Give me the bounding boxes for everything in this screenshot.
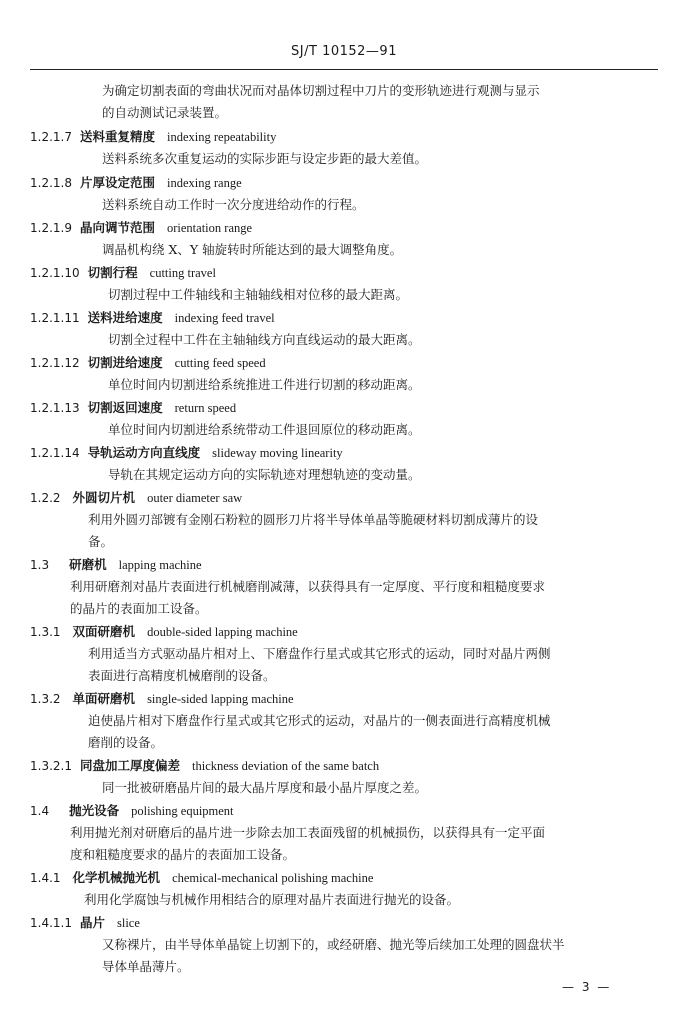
term-english: cutting travel — [149, 266, 216, 280]
term-english: cutting feed speed — [174, 356, 266, 370]
term-chinese: 同盘加工厚度偏差 — [79, 758, 180, 773]
term-english: single-sided lapping machine — [147, 692, 294, 706]
clause-number: 1.2.1.8 — [30, 176, 72, 190]
term-entry — [30, 755, 379, 777]
definition-text: 利用化学腐蚀与机械作用相结合的原理对晶片表面进行抛光的设备。 — [84, 892, 460, 907]
term-chinese: 切割进给速度 — [87, 355, 163, 370]
term-chinese: 切割返回速度 — [87, 400, 163, 415]
term-english: outer diameter saw — [147, 491, 243, 505]
clause-number: 1.4 — [30, 804, 50, 818]
term-english: chemical-mechanical polishing machine — [172, 871, 374, 885]
term-english: orientation range — [167, 221, 253, 235]
term-entry — [30, 442, 343, 464]
term-english: polishing equipment — [131, 804, 234, 818]
definition-text: 调晶机构绕 X、Y 轴旋转时所能达到的最大调整角度。 — [102, 242, 403, 257]
clause-number: 1.2.1.14 — [30, 446, 80, 460]
definition-text: 的自动测试记录装置。 — [102, 105, 228, 120]
definition-text: 磨削的设备。 — [88, 735, 164, 750]
clause-number: 1.2.1.12 — [30, 356, 80, 370]
term-chinese: 单面研磨机 — [72, 691, 136, 706]
term-english: indexing repeatability — [167, 130, 277, 144]
term-entry — [30, 688, 294, 710]
definition-text: 导体单晶薄片。 — [102, 959, 190, 974]
term-chinese: 片厚设定范围 — [79, 175, 155, 190]
term-entry — [30, 172, 242, 194]
term-chinese: 送料重复精度 — [79, 129, 155, 144]
clause-number: 1.2.1.10 — [30, 266, 80, 280]
definition-text: 表面进行高精度机械磨削的设备。 — [88, 668, 276, 683]
clause-number: 1.4.1.1 — [30, 916, 72, 930]
term-chinese: 双面研磨机 — [72, 624, 136, 639]
definition-text: 利用抛光剂对研磨后的晶片进一步除去加工表面残留的机械损伤，以获得具有一定平面 — [70, 825, 546, 840]
clause-number: 1.2.1.9 — [30, 221, 72, 235]
term-entry — [30, 126, 276, 148]
definition-text: 利用适当方式驱动晶片相对上、下磨盘作行星式或其它形式的运动，同时对晶片两侧 — [88, 646, 551, 661]
term-entry — [30, 867, 373, 889]
definition-text: 的晶片的表面加工设备。 — [70, 601, 208, 616]
clause-number: 1.3 — [30, 558, 50, 572]
definition-text: 切割全过程中工件在主轴轴线方向直线运动的最大距离。 — [108, 332, 421, 347]
term-chinese: 研磨机 — [69, 557, 107, 572]
term-entry — [30, 352, 266, 374]
term-chinese: 切割行程 — [87, 265, 138, 280]
term-entry — [30, 912, 140, 934]
term-chinese: 外圆切片机 — [72, 490, 136, 505]
clause-number: 1.3.1 — [30, 625, 61, 639]
term-english: return speed — [174, 401, 237, 415]
definition-text: 迫使晶片相对下磨盘作行星式或其它形式的运动，对晶片的一侧表面进行高精度机械 — [88, 713, 551, 728]
term-entry — [30, 487, 242, 509]
page-number: — 3 — — [562, 980, 612, 994]
clause-number: 1.2.1.11 — [30, 311, 80, 325]
term-chinese: 晶片 — [79, 915, 105, 930]
clause-number: 1.3.2 — [30, 692, 61, 706]
definition-text: 利用外圆刃部镀有金刚石粉粒的圆形刀片将半导体单晶等脆硬材料切割成薄片的设 — [88, 512, 539, 527]
clause-number: 1.2.2 — [30, 491, 61, 505]
term-entry — [30, 621, 298, 643]
clause-number: 1.2.1.7 — [30, 130, 72, 144]
term-chinese: 导轨运动方向直线度 — [87, 445, 201, 460]
definition-text: 同一批被研磨晶片间的最大晶片厚度和最小晶片厚度之差。 — [102, 780, 428, 795]
term-english: double-sided lapping machine — [147, 625, 298, 639]
term-entry — [30, 800, 234, 822]
term-english: slice — [117, 916, 140, 930]
term-english: slideway moving linearity — [212, 446, 343, 460]
clause-number: 1.3.2.1 — [30, 759, 72, 773]
definition-text: 送料系统自动工作时一次分度进给动作的行程。 — [102, 197, 365, 212]
term-entry — [30, 307, 275, 329]
term-entry — [30, 554, 202, 576]
definition-text: 备。 — [88, 534, 114, 549]
definition-text: 又称裸片，由半导体单晶锭上切割下的，或经研磨、抛光等后续加工处理的圆盘状半 — [102, 937, 565, 952]
term-english: indexing feed travel — [174, 311, 275, 325]
term-english: lapping machine — [118, 558, 202, 572]
definition-text: 度和粗糙度要求的晶片的表面加工设备。 — [70, 847, 296, 862]
term-entry — [30, 262, 216, 284]
term-chinese: 晶向调节范围 — [79, 220, 155, 235]
definition-text: 单位时间内切割进给系统带动工件退回原位的移动距离。 — [108, 422, 421, 437]
definition-text: 利用研磨剂对晶片表面进行机械磨削减薄，以获得具有一定厚度、平行度和粗糙度要求 — [70, 579, 546, 594]
header-rule — [30, 69, 658, 70]
term-entry — [30, 397, 236, 419]
definition-text: 单位时间内切割进给系统推进工件进行切割的移动距离。 — [108, 377, 421, 392]
term-english: thickness deviation of the same batch — [192, 759, 380, 773]
definition-text: 送料系统多次重复运动的实际步距与设定步距的最大差值。 — [102, 151, 428, 166]
document-code: SJ/T 10152—91 — [291, 44, 397, 59]
definition-text: 切割过程中工件轴线和主轴轴线相对位移的最大距离。 — [108, 287, 409, 302]
term-chinese: 抛光设备 — [69, 803, 120, 818]
clause-number: 1.2.1.13 — [30, 401, 80, 415]
term-chinese: 送料进给速度 — [87, 310, 163, 325]
term-english: indexing range — [167, 176, 242, 190]
definition-text: 为确定切割表面的弯曲状况而对晶体切割过程中刀片的变形轨迹进行观测与显示 — [102, 83, 540, 98]
term-entry — [30, 217, 252, 239]
definition-text: 导轨在其规定运动方向的实际轨迹对理想轨迹的变动量。 — [108, 467, 421, 482]
clause-number: 1.4.1 — [30, 871, 61, 885]
term-chinese: 化学机械抛光机 — [72, 870, 161, 885]
